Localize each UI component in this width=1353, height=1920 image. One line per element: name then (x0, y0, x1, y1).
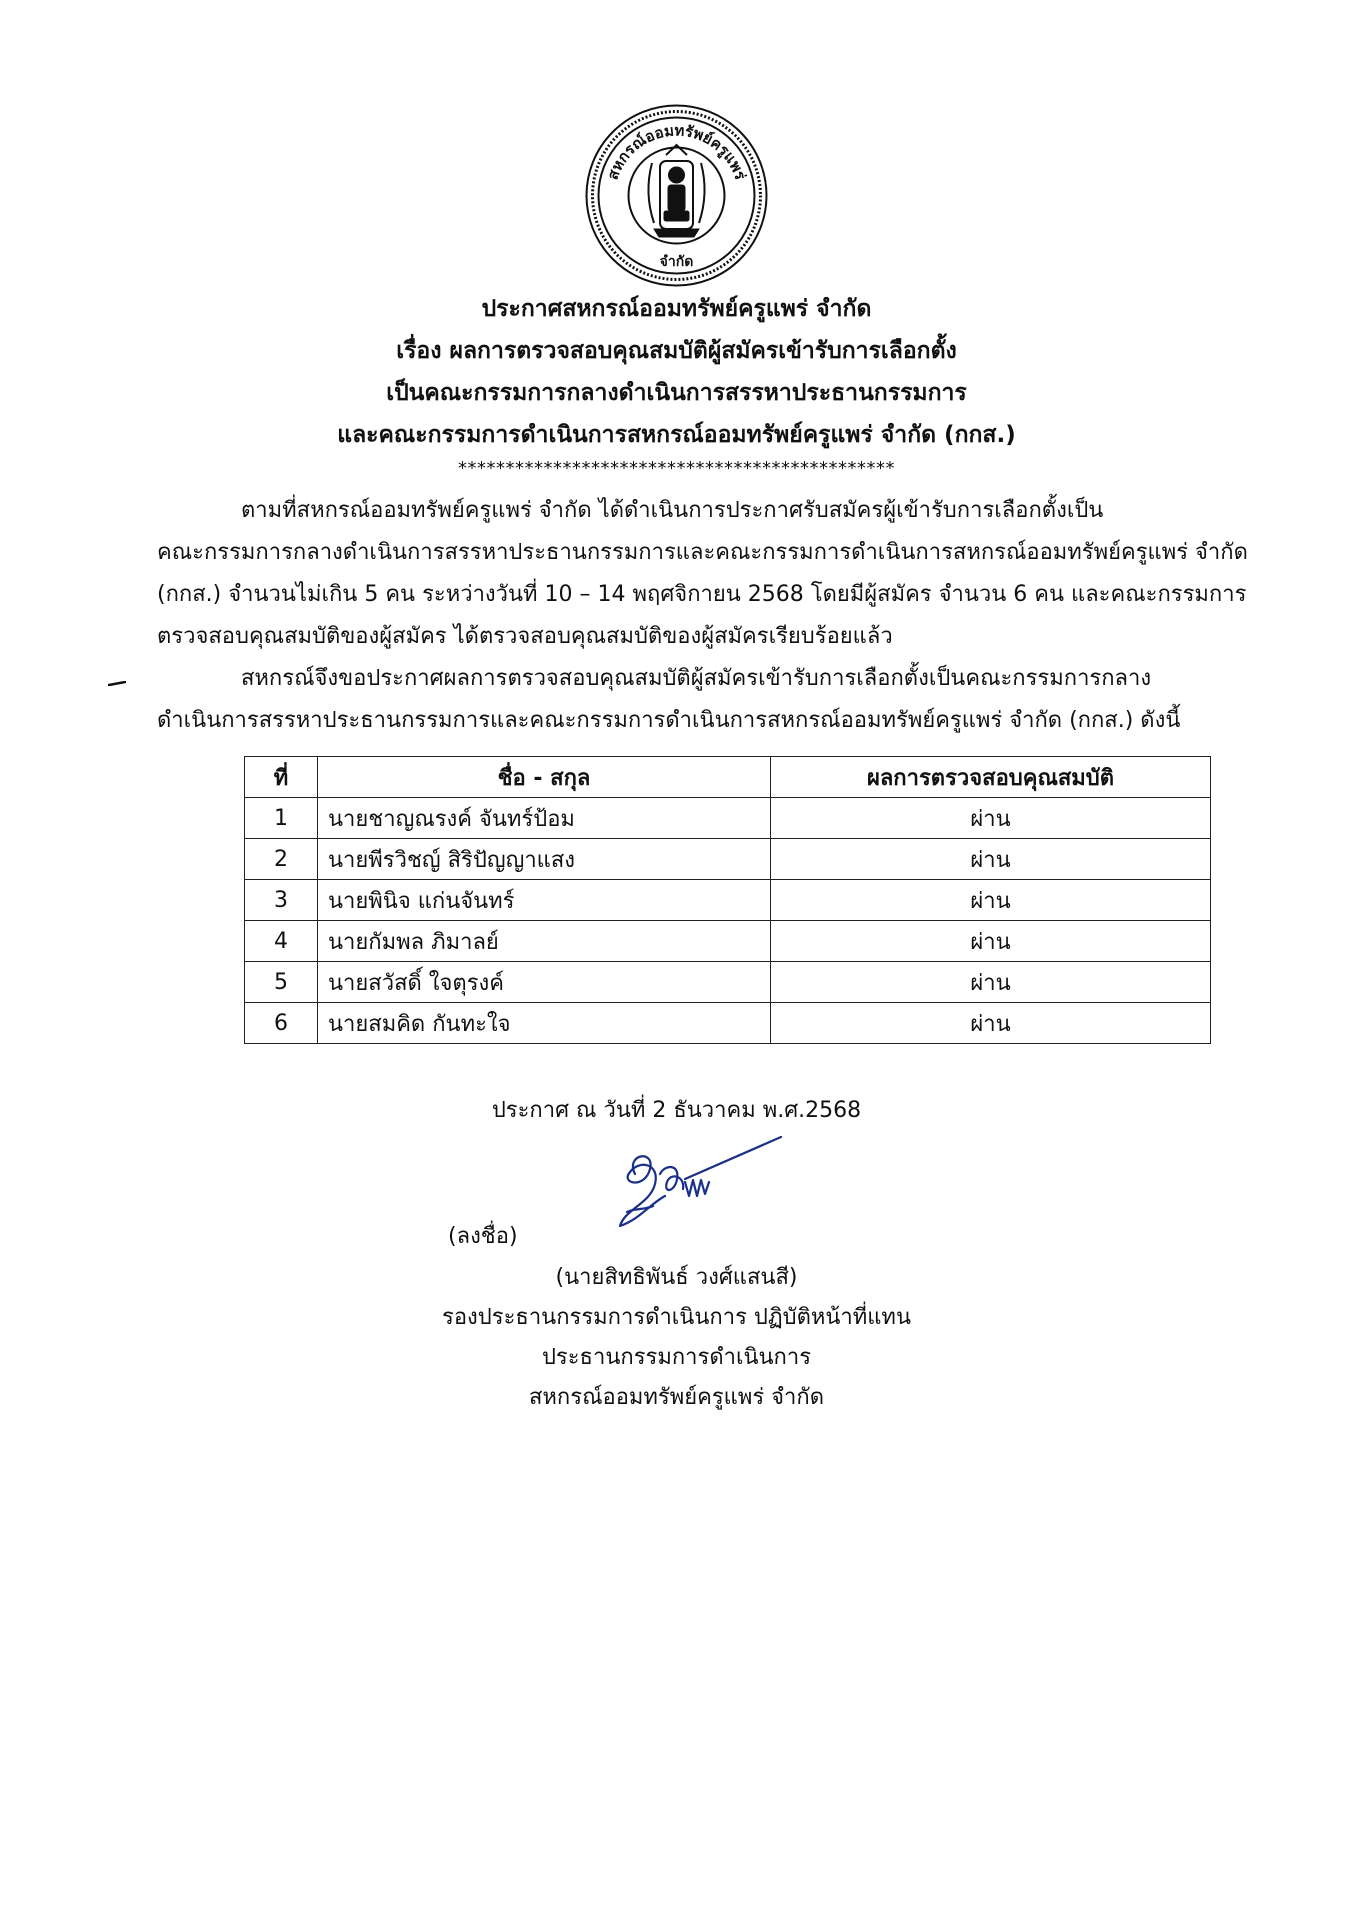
heading-line-1: ประกาศสหกรณ์ออมทรัพย์ครูแพร่ จำกัด (481, 296, 872, 322)
paragraph2-line-2: ดำเนินการสรรหาประธานกรรมการและคณะกรรมการดำเนินการสหกรณ์ออมทรัพย์ครูแพร่ จำกัด (กกส.) ดังนี้ (157, 708, 1181, 733)
sign-label: (ลงชื่อ) (448, 1224, 518, 1249)
table-row (245, 1003, 1211, 1044)
row-number: 4 (245, 921, 318, 962)
paragraph2-line-1: สหกรณ์จึงขอประกาศผลการตรวจสอบคุณสมบัติผู้สมัครเข้ารับการเลือกตั้งเป็นคณะกรรมการกลาง (241, 666, 1152, 691)
qualification-result: ผ่าน (771, 1003, 1211, 1044)
candidate-results-table (244, 756, 1211, 1044)
announcement-heading (0, 288, 1353, 480)
candidate-name: นายสวัสดิ์ ใจตุรงค์ (318, 962, 771, 1003)
qualification-result: ผ่าน (771, 798, 1211, 839)
margin-pen-mark (108, 681, 126, 686)
handwritten-signature (605, 1134, 785, 1234)
heading-line-4: และคณะกรรมการดำเนินการสหกรณ์ออมทรัพย์ครูแพร่ จำกัด (กกส.) (337, 422, 1016, 448)
cooperative-seal-logo (584, 103, 769, 288)
row-number: 3 (245, 880, 318, 921)
qualification-result: ผ่าน (771, 962, 1211, 1003)
table-row (245, 880, 1211, 921)
paragraph1-line-2: คณะกรรมการกลางดำเนินการสรรหาประธานกรรมการและคณะกรรมการดำเนินการสหกรณ์ออมทรัพย์ครูแพร่ จำกัด (157, 540, 1248, 565)
signer-organization: สหกรณ์ออมทรัพย์ครูแพร่ จำกัด (529, 1385, 824, 1410)
seal-ring-text: สหกรณ์ออมทรัพย์ครูแพร่ (603, 121, 750, 183)
paragraph1-line-3: (กกส.) จำนวนไม่เกิน 5 คน ระหว่างวันที่ 10 – 14 พฤศจิกายน 2568 โดยมีผู้สมัคร จำนวน 6 คน และคณะกรรมการ (157, 582, 1247, 607)
candidate-name: นายพีรวิชญ์ สิริปัญญาแสง (318, 839, 771, 880)
row-number: 5 (245, 962, 318, 1003)
header-full-name: ชื่อ - สกุล (318, 757, 771, 798)
announcement-date: ประกาศ ณ วันที่ 2 ธันวาคม พ.ศ.2568 (491, 1098, 862, 1123)
seal-emblem (648, 145, 704, 237)
heading-separator: ********************************************** (458, 458, 895, 479)
row-number: 1 (245, 798, 318, 839)
body-paragraph-1 (157, 490, 1248, 658)
row-number: 6 (245, 1003, 318, 1044)
candidate-name: นายกัมพล ภิมาลย์ (318, 921, 771, 962)
table-row (245, 839, 1211, 880)
signer-position-1: รองประธานกรรมการดำเนินการ ปฏิบัติหน้าที่แทน (442, 1305, 911, 1330)
header-qualification-result: ผลการตรวจสอบคุณสมบัติ (771, 757, 1211, 798)
seal-bottom-text: จำกัด (659, 254, 694, 270)
header-number: ที่ (245, 757, 318, 798)
table-row (245, 962, 1211, 1003)
row-number: 2 (245, 839, 318, 880)
candidate-name: นายชาญณรงค์ จันทร์ป้อม (318, 798, 771, 839)
candidate-name: นายสมคิด กันทะใจ (318, 1003, 771, 1044)
qualification-result: ผ่าน (771, 839, 1211, 880)
qualification-result: ผ่าน (771, 921, 1211, 962)
qualification-result: ผ่าน (771, 880, 1211, 921)
signer-position-2: ประธานกรรมการดำเนินการ (541, 1345, 812, 1370)
table-row (245, 798, 1211, 839)
candidate-name: นายพินิจ แก่นจันทร์ (318, 880, 771, 921)
paragraph1-line-4: ตรวจสอบคุณสมบัติของผู้สมัคร ได้ตรวจสอบคุณสมบัติของผู้สมัครเรียบร้อยแล้ว (157, 624, 893, 649)
table-header-row (245, 757, 1211, 798)
table-row (245, 921, 1211, 962)
body-paragraph-2 (157, 658, 1219, 742)
signer-name: (นายสิทธิพันธ์ วงศ์แสนสี) (555, 1265, 798, 1290)
paragraph1-line-1: ตามที่สหกรณ์ออมทรัพย์ครูแพร่ จำกัด ได้ดำเนินการประกาศรับสมัครผู้เข้ารับการเลือกตั้งเป็น (241, 498, 1104, 523)
heading-line-2: เรื่อง ผลการตรวจสอบคุณสมบัติผู้สมัครเข้ารับการเลือกตั้ง (396, 338, 957, 364)
heading-line-3: เป็นคณะกรรมการกลางดำเนินการสรรหาประธานกรรมการ (386, 380, 967, 406)
